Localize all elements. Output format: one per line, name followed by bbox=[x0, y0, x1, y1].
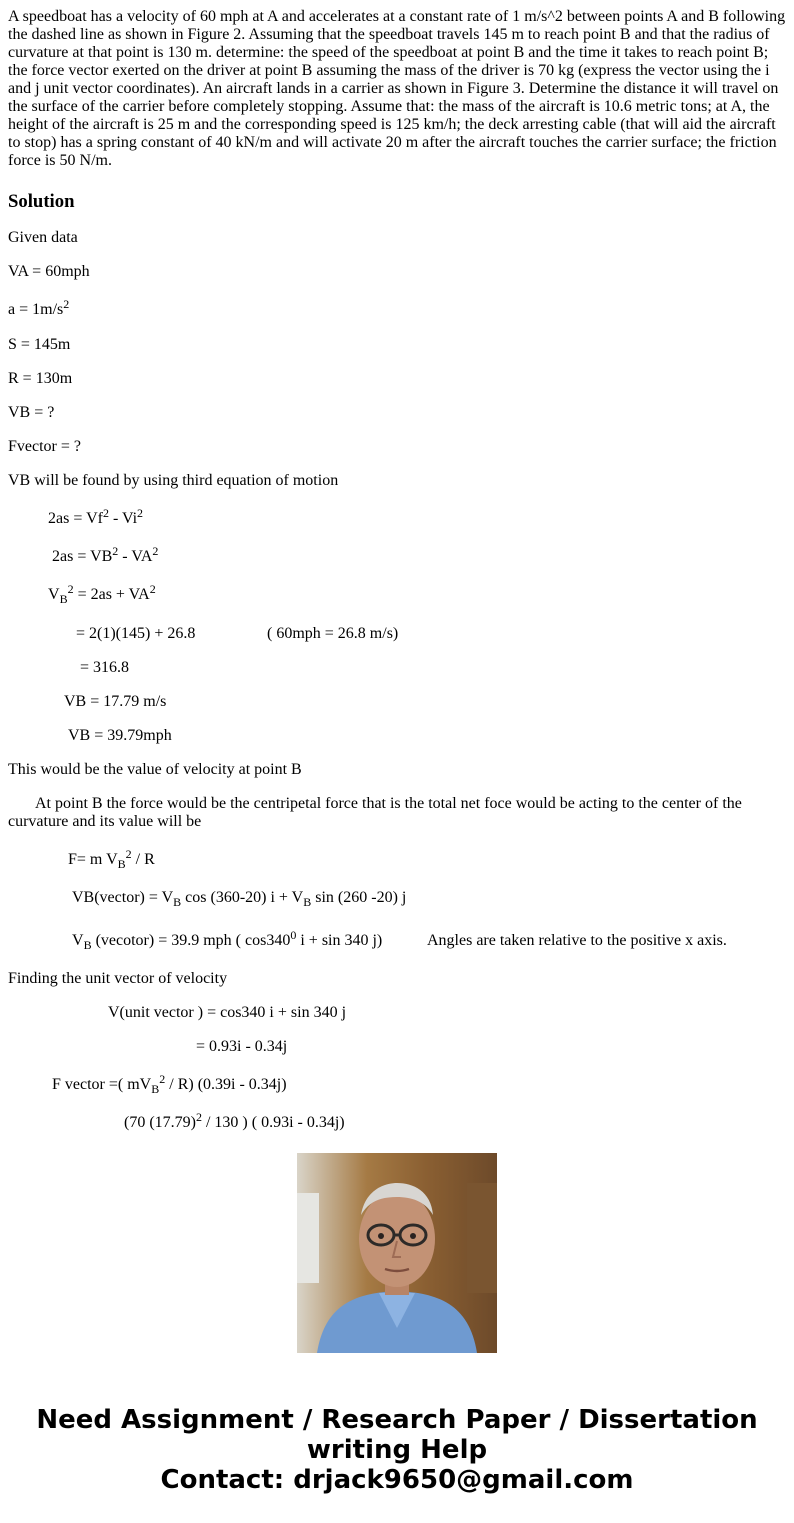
force-vector-formula: F vector =( $mV_B^2 / R$) (0.39i - 0.34j) bbox=[52, 1072, 287, 1096]
equation-5: = 316.8 bbox=[80, 659, 130, 676]
equation-6: VB = 17.79 m/s bbox=[64, 693, 167, 710]
promo-line-2: writing Help bbox=[306, 1435, 488, 1465]
force-paragraph: At point B the force would be the centripetal force that is the total net foce would be acting to the center of the curvature and its value will be bbox=[8, 795, 742, 830]
method-text: VB will be found by using third equation of motion bbox=[8, 472, 339, 489]
equation-1: $2as = Vf^2 - Vi^2$ bbox=[48, 506, 144, 527]
equation-7: VB = 39.79mph bbox=[68, 727, 172, 744]
question-text: A speedboat has a velocity of 60 mph at A and accelerates at a constant rate of 1 m/s^2 between points A and B following the dashed line as shown in Figure 2. Assuming that the speedboat travels 145 m to reach point B and that the radius of curvature at that point is 130 m. determine: the speed of the speedboat at point B and the time it takes to reach point B; the force vector exerted on the driver at point B assuming the mass of the driver is 70 kg (express the vector using the i and j unit vector coordinates). An aircraft lands in a carrier as shown in Figure 3. Determine the distance it will travel on the surface of the carrier before completely stopping. Assume that: the mass of the aircraft is 10.6 metric tons; at A, the height of the aircraft is 25 m and the corresponding speed is 125 km/h; the deck arresting cable (that will aid the aircraft to stop) has a spring constant of 40 kN/m and will activate 20 m after the aircraft touches the carrier surface; the friction force is 50 N/m. bbox=[8, 8, 786, 169]
promo-line-1: Need Assignment / Research Paper / Dissertation bbox=[36, 1405, 758, 1435]
unknown-vb: VB = ? bbox=[8, 404, 55, 421]
unknown-fvector: Fvector = ? bbox=[8, 438, 81, 455]
tutor-photo bbox=[297, 1153, 497, 1353]
unit-vector-heading: Finding the unit vector of velocity bbox=[8, 970, 228, 987]
angle-note: Angles are taken relative to the positive x axis. bbox=[427, 932, 727, 949]
solution-heading: Solution bbox=[8, 191, 75, 212]
equation-4: = 2(1)(145) + 26.8 bbox=[76, 625, 196, 642]
force-vector-calc-cut: (70 $(17.79)^2 / 130$ ) ( 0.93i - 0.34j) bbox=[124, 1110, 345, 1131]
result-text: This would be the value of velocity at point B bbox=[8, 761, 302, 778]
given-a: $a = 1m/s^2$ bbox=[8, 297, 70, 318]
force-formula: F= m $V_B^2$ / R bbox=[68, 847, 155, 871]
tutor-avatar bbox=[297, 1153, 497, 1353]
given-data-label: Given data bbox=[8, 229, 78, 246]
promo-contact: Contact: drjack9650@gmail.com bbox=[160, 1465, 634, 1495]
given-r: R = 130m bbox=[8, 370, 73, 387]
conversion-note: ( 60mph = 26.8 m/s) bbox=[267, 625, 399, 642]
given-s: S = 145m bbox=[8, 336, 71, 353]
unit-vector-formula: V(unit vector ) = cos340 i + sin 340 j bbox=[108, 1004, 347, 1021]
velocity-vector-formula: VB(vector) = $V_B$ cos (360-20) $i + V_B$ sin (260 -20) j bbox=[72, 889, 407, 909]
given-va: VA = 60mph bbox=[8, 263, 90, 280]
equation-3: $V_B^2 = 2as + VA^2$ bbox=[48, 582, 156, 606]
velocity-vector-value: $V_B$ (vecotor) = 39.9 mph ( $\cos 340^0$ i + sin 340 j) bbox=[72, 928, 383, 952]
unit-vector-value: = 0.93i - 0.34j bbox=[196, 1038, 288, 1055]
equation-2: $2as = VB^2 - VA^2$ bbox=[52, 544, 159, 565]
